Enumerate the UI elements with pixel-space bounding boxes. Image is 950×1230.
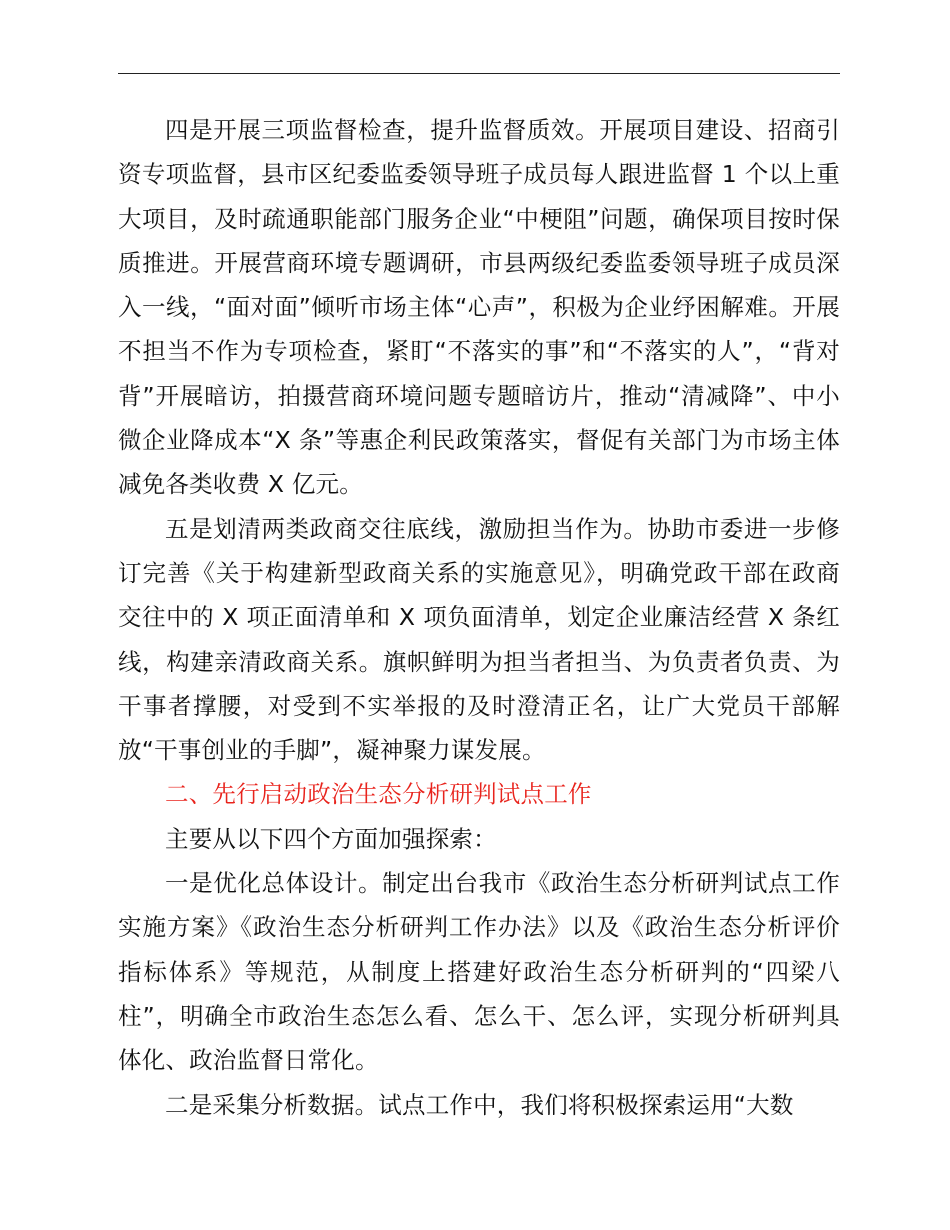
document-body [118, 108, 840, 1127]
paragraph-optimize-design: 一是优化总体设计。制定出台我市《政治生态分析研判试点工作实施方案》《政治生态分析研判工作办法》以及《政治生态分析评价指标体系》等规范，从制度上搭建好政治生态分析研判的“四梁八柱”，明确全市政治生态怎么看、怎么干、怎么评，实现分析研判具体化、政治监督日常化。 [118, 869, 840, 1075]
paragraph-supervision-checks: 四是开展三项监督检查，提升监督质效。开展项目建设、招商引资专项监督，县市区纪委监委领导班子成员每人跟进监督 1 个以上重大项目，及时疏通职能部门服务企业“中梗阻”问题，确保项目按时保质推进。开展营商环境专题调研，市县两级纪委监委领导班子成员深入一线，“面对面”倾听市场主体“心声”，积极为企业纾困解难。开展不担当不作为专项检查，紧盯“不落实的事”和“不落实的人”，“背对背”开展暗访，拍摄营商环境问题专题暗访片，推动“清减降”、中小微企业降成本“X 条”等惠企利民政策落实，督促有关部门为市场主体减免各类收费 X 亿元。 [118, 116, 840, 499]
paragraph-political-business-boundaries: 五是划清两类政商交往底线，激励担当作为。协助市委进一步修订完善《关于构建新型政商关系的实施意见》，明确党政干部在政商交往中的 X 项正面清单和 X 项负面清单，划定企业廉洁经营 X 条红线，构建亲清政商关系。旗帜鲜明为担当者担当、为负责者负责、为干事者撑腰，对受到不实举报的及时澄清正名，让广大党员干部解放“干事创业的手脚”，凝神聚力谋发展。 [118, 514, 840, 765]
paragraph-collect-data: 二是采集分析数据。试点工作中，我们将积极探索运用“大数 [165, 1090, 794, 1119]
header-rule [118, 73, 840, 74]
paragraph-intro-four-aspects: 主要从以下四个方面加强探索： [165, 824, 497, 853]
section-heading: 二、先行启动政治生态分析研判试点工作 [165, 780, 592, 809]
